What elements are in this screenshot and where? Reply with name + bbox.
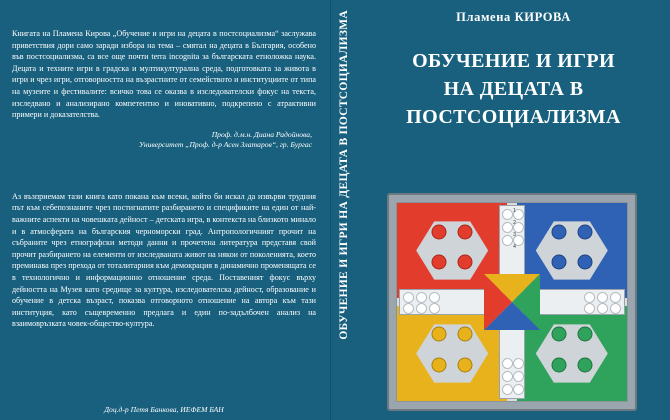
spine-title: ОБУЧЕНИЕ И ИГРИ НА ДЕЦАТА В ПОСТСОЦИАЛИЗМА [338, 10, 350, 340]
token-red-1 [431, 224, 446, 239]
track-cell [416, 292, 427, 303]
board-game-illustration [387, 193, 637, 411]
back-blurb-second: Аз възприемам тази книга като покана към всеки, който би искал да извърви трудния път към себепознаните чрез постигнатите разбирането и спецификите на един от най-важните аспекти на човешката дейност – детската игра, в контекста на близкото минало и в атмосферата на българския черноморски град. Антропологичният прочит на събраните чрез етнографски методи данни и прочетена литература представя свой прочит разбирането на елементи от изследваната живот на някои от поколенията, което преминава през прехода от тоталитарния към демокрация в динамично променящата се в технологично и информационно отношение среда. Поставеният фокус върху дейността на Музея като средище за култура, изследователска дейност, образование и обучение в детска възраст, показва отговорното отношение на автора към тази институция, като същевременно предлага и един по-задълбочен анализ на взаимовръзката човек-общество-култура. [12, 191, 316, 329]
track-cell [513, 371, 524, 382]
token-yellow-2 [458, 327, 473, 342]
hex-home-green [536, 322, 608, 384]
track-cell [403, 303, 414, 314]
track-number-4: 4 [513, 244, 516, 250]
board-playing-surface [396, 202, 628, 402]
track-cell [584, 303, 595, 314]
track-cell [403, 292, 414, 303]
token-green-1 [551, 327, 566, 342]
token-green-2 [578, 327, 593, 342]
track-cell [502, 235, 513, 246]
back-blurb-first: Книгата на Пламена Кирова „Обучение и игри на децата в постсоциализма“ заслужава приветствия дори само заради избора на тема – смятал на децата в България, особено във постсоциализма, са все още почти terra incognita за българската етноложка наука. Децата и техните игри в градска и мултикултурална среда, подготовката за живота в игри и чрез игри, отговорността на възрастните от семейството и институциите от типа на музеите и фестивалите: всичко това се оказва в изследователски фокус на текста, изследвано и анализирано компетентно и иновативно, подкрепено с атрактивни примери и доказателства. [12, 29, 316, 120]
board-center-pinwheel [484, 274, 540, 330]
token-yellow-1 [431, 327, 446, 342]
front-title-line-2: НА ДЕЦАТА В [443, 78, 584, 100]
track-cell [429, 292, 440, 303]
track-cell [584, 292, 595, 303]
track-cell [597, 292, 608, 303]
front-title-line-3: ПОСТСОЦИАЛИЗМА [406, 106, 621, 128]
token-blue-1 [551, 224, 566, 239]
token-blue-3 [551, 254, 566, 269]
back-blurb-second-credit: Доц.д-р Петя Банкова, ИЕФЕМ БАН [104, 405, 224, 414]
front-title [357, 47, 670, 131]
track-number-2: 2 [513, 220, 516, 226]
back-cover-panel [0, 0, 330, 420]
token-yellow-3 [431, 357, 446, 372]
credit-author-affiliation: Университет „Проф. д-р Асен Златаров“, гр. Бургас [138, 140, 312, 150]
token-green-4 [578, 357, 593, 372]
token-blue-4 [578, 254, 593, 269]
hex-home-red [416, 220, 488, 282]
token-red-2 [458, 224, 473, 239]
track-cell [610, 303, 621, 314]
token-red-4 [458, 254, 473, 269]
credit-author-name: Проф. д.м.н. Диана Радойнова, [211, 129, 312, 139]
back-blurb-first-credit [12, 130, 316, 151]
token-green-3 [551, 357, 566, 372]
token-red-3 [431, 254, 446, 269]
track-cell [502, 371, 513, 382]
token-blue-2 [578, 224, 593, 239]
front-author-name: Пламена КИРОВА [456, 10, 571, 24]
token-yellow-4 [458, 357, 473, 372]
book-spine [330, 0, 358, 420]
track-cell [502, 209, 513, 220]
hex-home-blue [536, 220, 608, 282]
track-cell [416, 303, 427, 314]
track-number-1: 1 [513, 208, 516, 214]
track-cell [513, 384, 524, 395]
hex-home-yellow [416, 322, 488, 384]
track-cell [597, 303, 608, 314]
track-cell [513, 358, 524, 369]
front-title-line-1: ОБУЧЕНИЕ И ИГРИ [412, 50, 615, 72]
front-cover-panel [357, 0, 670, 420]
track-cell [502, 384, 513, 395]
track-cell [610, 292, 621, 303]
track-cell [429, 303, 440, 314]
track-cell [502, 358, 513, 369]
track-number-3: 3 [513, 232, 516, 238]
track-cell [502, 222, 513, 233]
